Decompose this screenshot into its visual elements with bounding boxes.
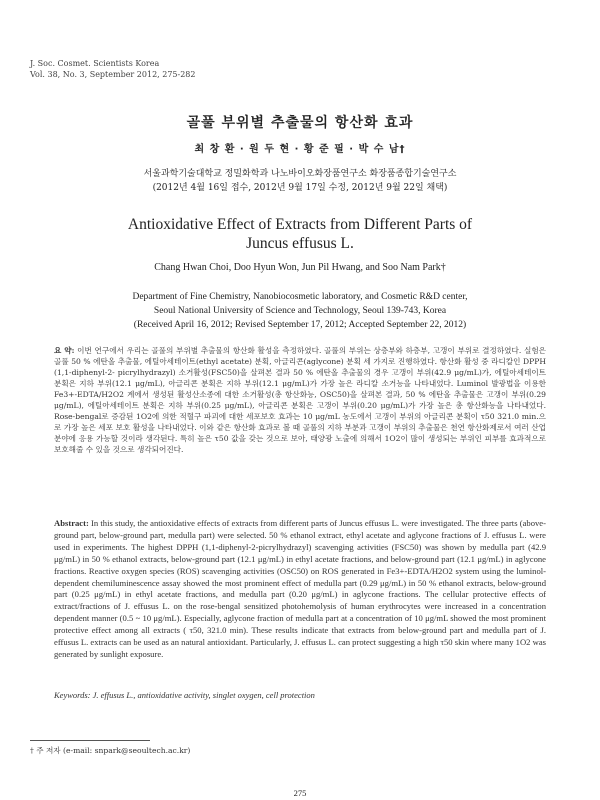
journal-citation (30, 58, 196, 80)
keywords-label: Keywords: (54, 690, 91, 700)
page-number: 275 (293, 788, 307, 798)
english-abstract (54, 518, 546, 661)
keywords-text: J. effusus L., antioxidative activity, singlet oxygen, cell protection (92, 690, 315, 700)
english-authors: Chang Hwan Choi, Doo Hyun Won, Jun Pil Hwang, and Soo Nam Park† (154, 262, 446, 273)
korean-abstract-text: 이번 연구에서 우리는 골풀의 부위별 추출물의 항산화 활성을 측정하였다. 골풀의 부위는 상층부와 하층부, 고갱이 부위로 결정하였다. 실험은 골풀 50 % 에탄올 추출물, 에틸아세테이트(ethyl acetate) 분획, 아글리콘(aglycone) 분획 세 가지로 진행하였다. 항산화 활성 중 라디칼인 DPPH (1,1-diphenyl-2- picrylhydrazyl) 소거활성(FSC50)을 살펴본 결과 50 % 에탄올 추출물의 경우 고갱이 부위(42.9 μg/mL)가, 에틸아세테이트 분획은 지하 부위(12.1 μg/mL), 아글리콘 분획은 지하 부위(12.1 μg/mL)가 가장 높은 라디칼 소거능을 나타내었다. Luminol 발광법을 이용한 Fe3+-EDTA/H2O2 계에서 생성된 활성산소종에 대한 소거활성(총 항산화능, OSC50)을 살펴본 결과, 50 % 에탄올 추출물은 고갱이 부위(0.29 μg/mL), 에틸아세테이트 분획은 지하 부위(0.25 μg/mL), 아글리콘 분획은 고갱이 부위(0.20 μg/mL)가 가장 높은 총 항산화능을 나타내었다. Rose-bengal로 증감된 1O2에 의한 적혈구 파괴에 대한 세포보호 효과는 10 μg/mL 농도에서 고갱이 부위의 아글리콘 분획이 τ50 321.0 min.으로 가장 높은 세포 보호 활성을 나타내었다. 이와 같은 항산화 효과로 볼 때 골풀의 지하 부분과 고갱이 부위의 추출물은 천연 항산화제로서 여러 산업 분야에 응용 가능할 것이라 생각된다. 특히 높은 τ50 값을 갖는 것으로 보아, 태양광 노출에 의해서 1O2이 많이 생성되는 부위인 피부를 효과적으로 보호해줄 수 있을 것으로 생각되어진다. (54, 346, 546, 454)
korean-abstract (54, 345, 546, 455)
journal-name: J. Soc. Cosmet. Scientists Korea (30, 59, 160, 68)
korean-affiliation-block (0, 167, 600, 195)
korean-title: 골풀 부위별 추출물의 항산화 효과 (186, 115, 414, 131)
english-title (0, 215, 600, 253)
footnote-divider (30, 740, 150, 741)
english-title-line2: Juncus effusus L. (246, 235, 354, 252)
english-affiliation-line1: Department of Fine Chemistry, Nanobiocosmetic laboratory, and Cosmetic R&D center, (132, 292, 468, 302)
english-affiliation-block (0, 290, 600, 332)
english-title-line1: Antioxidative Effect of Extracts from Different Parts of (127, 216, 473, 233)
korean-affiliation: 서울과학기술대학교 정밀화학과 나노바이오화장품연구소 화장품종합기술연구소 (143, 169, 457, 179)
english-dates: (Received April 16, 2012; Revised September 17, 2012; Accepted September 22, 2012) (133, 320, 467, 330)
korean-dates: (2012년 4월 16일 접수, 2012년 9월 17일 수정, 2012년 9월 22일 채택) (152, 183, 448, 193)
english-abstract-label: Abstract: (54, 518, 89, 528)
keywords (54, 690, 546, 700)
journal-volume: Vol. 38, No. 3, September 2012, 275-282 (30, 70, 196, 79)
english-affiliation-line2: Seoul National University of Science and Technology, Seoul 139-743, Korea (153, 306, 447, 316)
korean-authors: 최 창 환 · 원 두 현 · 황 준 필 · 박 수 남† (194, 144, 406, 155)
korean-abstract-label: 요 약: (54, 346, 75, 355)
corresponding-author-footnote: † 주 저자 (e-mail: snpark@seoultech.ac.kr) (30, 746, 191, 755)
english-abstract-text: In this study, the antioxidative effects of extracts from different parts of Juncus effusus L. were investigated. The three parts (above-ground part, below-ground part, medulla part) were selected. 50 % ethanol extract, ethyl acetate and aglycone fractions of J. effusus L. were used in experiments. The highest DPPH (1,1-diphenyl-2-picrylhydrazyl) scavenging activities (FSC50) was shown by medulla part (42.9 μg/mL) in 50 % ethanol extracts, below-ground part (12.1 μg/mL) in ethyl acetate fractions, and below-ground part (12.1 μg/mL) in aglycone fractions. Reactive oxygen species (ROS) scavenging activities (OSC50) on ROS generated in Fe3+-EDTA/H2O2 system using the luminol-dependent chemiluminescence assay showed the most prominent effect of medulla part (0.29 μg/mL) in 50 % ethanol extracts, below-ground part (0.25 μg/mL) in ethyl acetate fractions, and medulla part (0.20 μg/mL) in aglycone fractions. The cellular protective effects of extract/fractions of J. effusus L. on the rose-bengal sensitized photohemolysis of human erythrocytes were increased in a concentration dependent manner (0.5 ~ 10 μg/mL). Especially, aglycone fraction of medulla part at a concentration of 10 μg/mL showed the most prominent protective effect among all extracts ( τ50, 321.0 min). These results indicate that extracts from below-ground part and medulla part of J. effusus L. extracts can be used as an natural antioxidant. Particularly, J. effusus L. can protect suggesting a high τ50 skin where many 1O2 was generated by sunlight exposure. (54, 518, 546, 659)
